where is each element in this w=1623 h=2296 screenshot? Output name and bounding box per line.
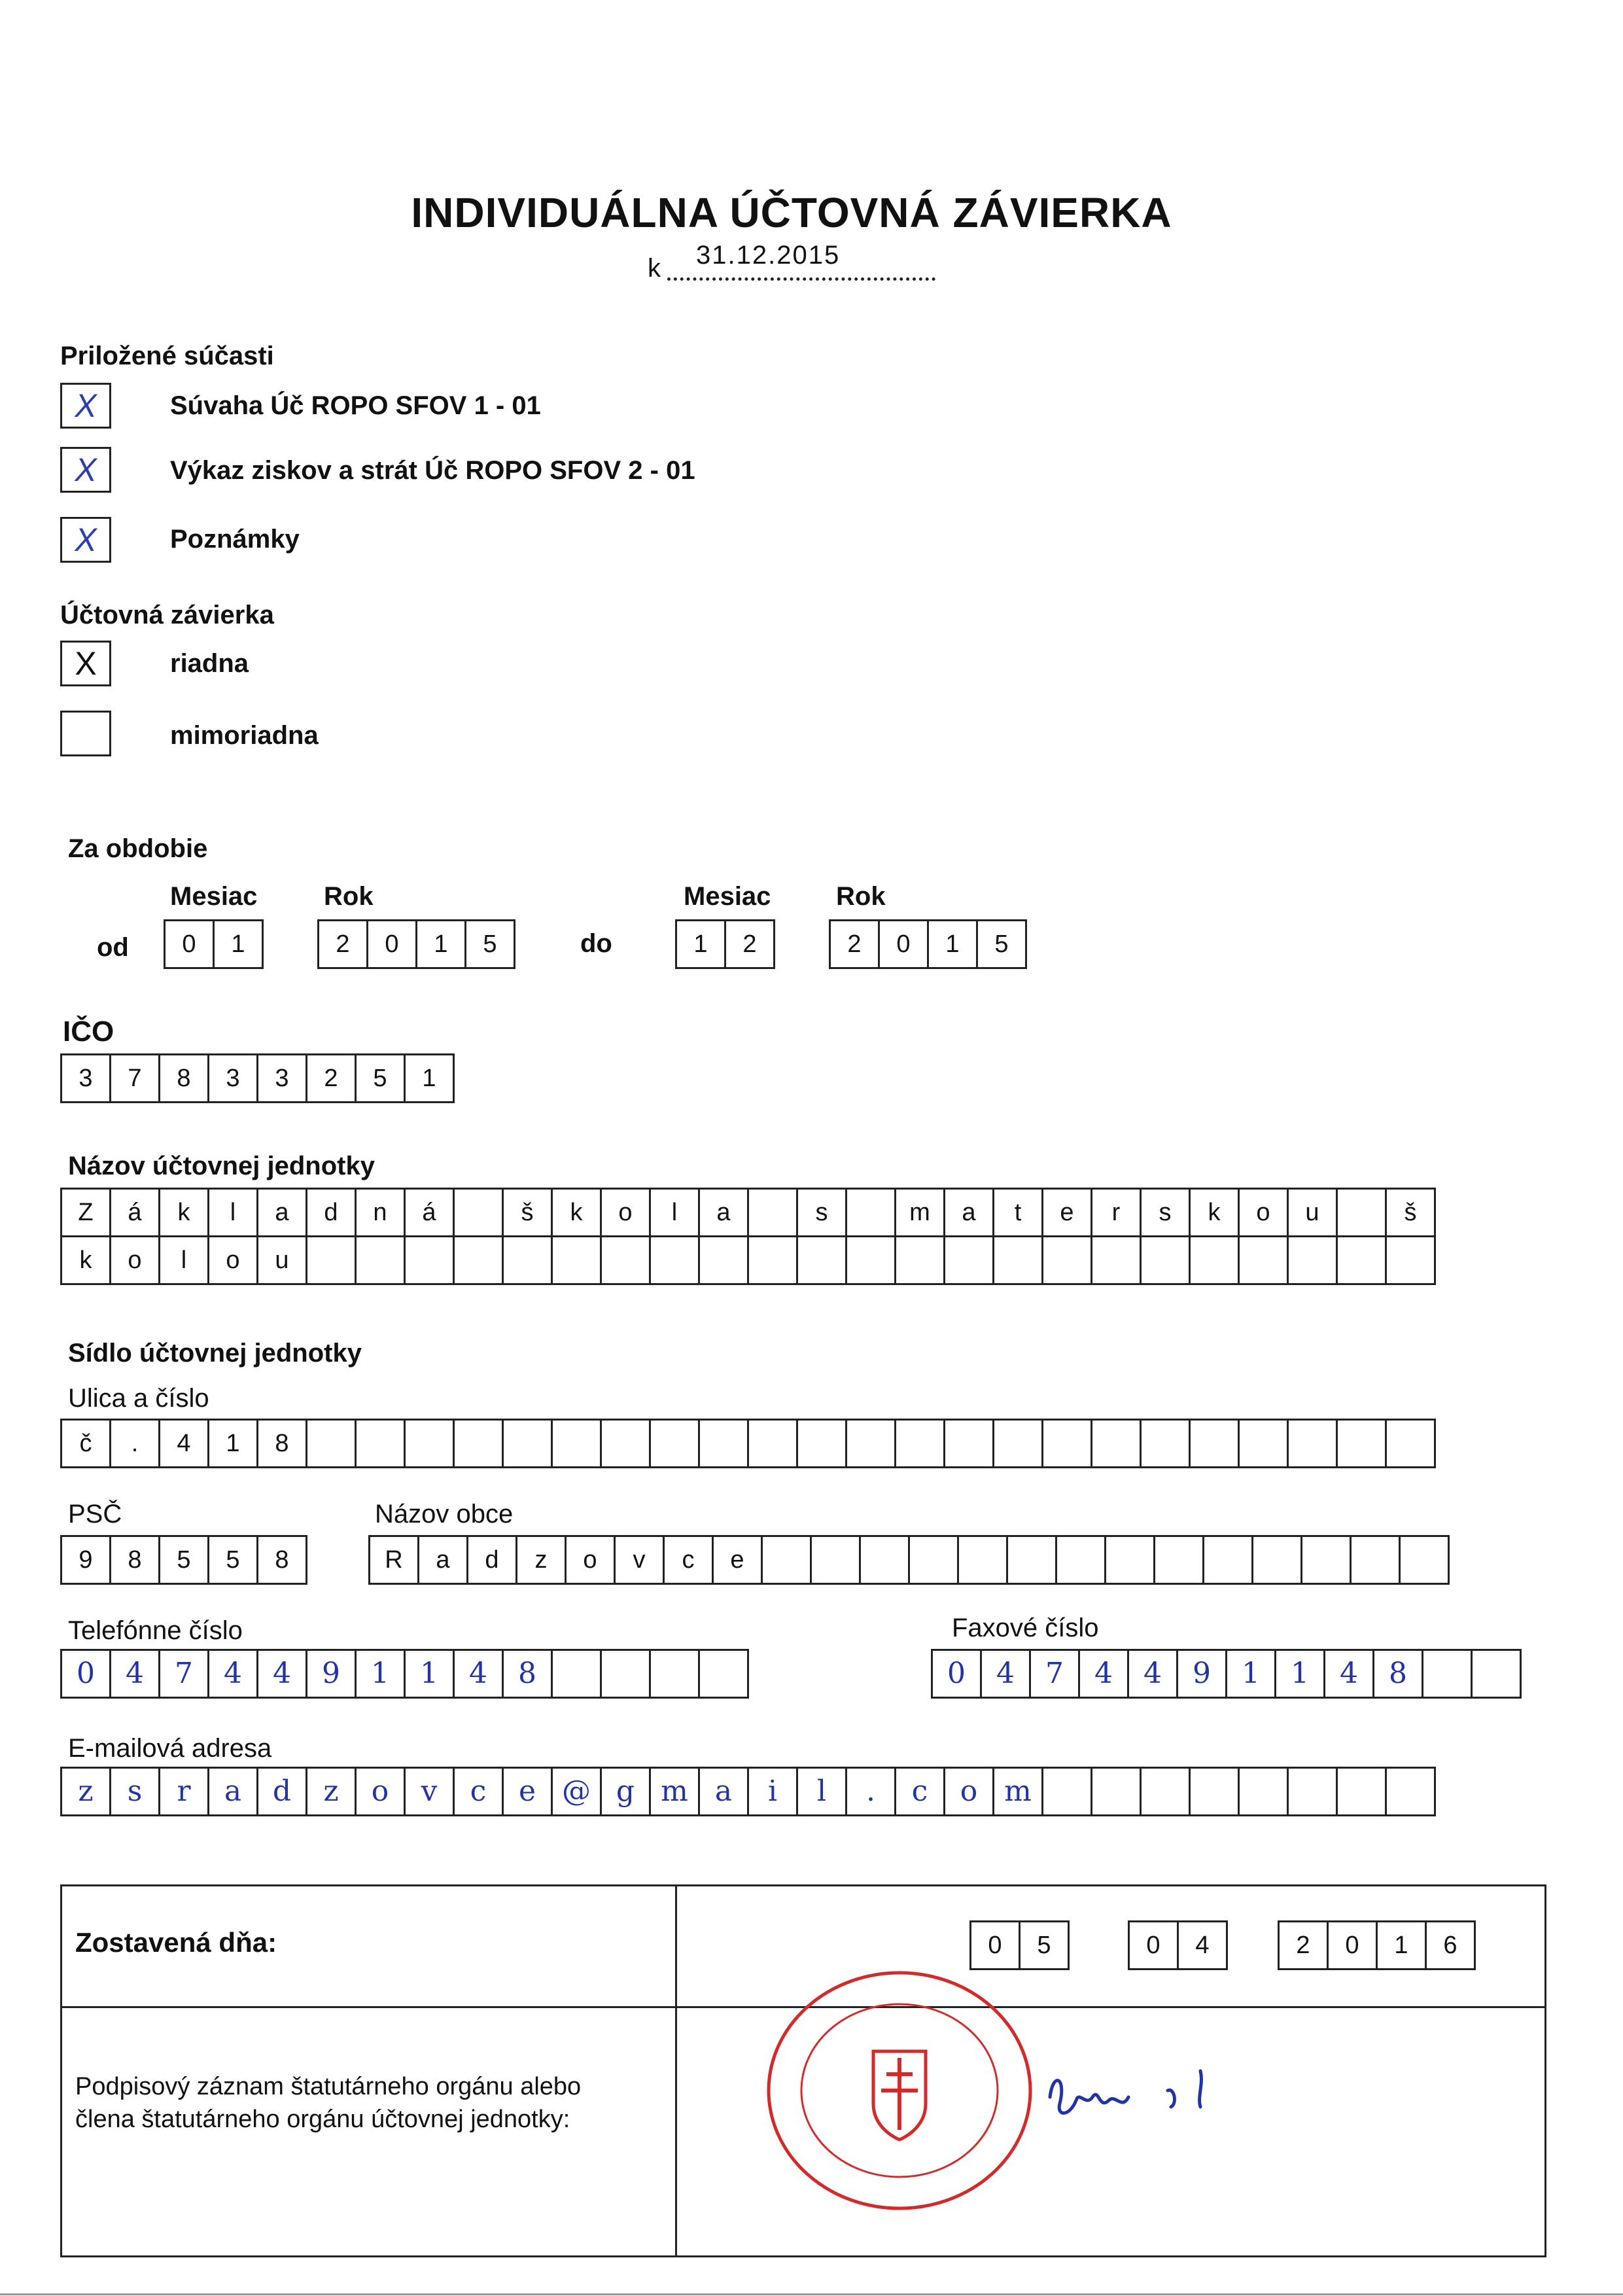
char-cell: 0: [878, 919, 929, 969]
char-cell: m: [992, 1767, 1043, 1816]
char-cell: z: [305, 1767, 357, 1816]
entity-name-label: Názov účtovnej jednotky: [68, 1152, 375, 1180]
char-cell: a: [417, 1535, 468, 1585]
char-cell: [453, 1419, 504, 1468]
from-month-label: Mesiac: [170, 882, 258, 911]
checkbox-mimoriadna[interactable]: [60, 711, 111, 756]
char-cell: 1: [213, 919, 264, 969]
char-cell: 2: [317, 919, 368, 969]
char-cell: 7: [1029, 1649, 1080, 1699]
char-cell: 1: [404, 1649, 455, 1699]
char-cell: [1385, 1767, 1436, 1816]
char-cell: 0: [164, 919, 215, 969]
char-cell: k: [158, 1188, 209, 1237]
char-cell: a: [698, 1188, 749, 1237]
checkbox-vykaz[interactable]: X: [60, 447, 111, 493]
char-cell: r: [1091, 1188, 1142, 1237]
char-cell: o: [109, 1235, 160, 1285]
char-cell: [1153, 1535, 1204, 1585]
char-cell: g: [600, 1767, 651, 1816]
char-cell: .: [845, 1767, 896, 1816]
char-cell: 5: [158, 1535, 209, 1585]
char-cell: 9: [60, 1535, 111, 1585]
char-cell: 0: [366, 919, 417, 969]
char-cell: 1: [207, 1419, 258, 1468]
char-cell: [1189, 1235, 1240, 1285]
char-cell: 7: [158, 1649, 209, 1699]
char-cell: [1350, 1535, 1401, 1585]
statement-type-heading: Účtovná závierka: [60, 601, 274, 629]
char-cell: [1140, 1419, 1191, 1468]
from-label: od: [97, 933, 129, 962]
char-cell: 4: [453, 1649, 504, 1699]
fax-label: Faxové číslo: [952, 1614, 1099, 1642]
char-cell: z: [515, 1535, 567, 1585]
char-cell: o: [355, 1767, 406, 1816]
from-month-field[interactable]: [164, 919, 264, 969]
char-cell: [943, 1235, 994, 1285]
char-cell: 4: [207, 1649, 258, 1699]
city-field[interactable]: [368, 1535, 1450, 1585]
char-cell: [1091, 1419, 1142, 1468]
to-month-label: Mesiac: [684, 882, 771, 911]
char-cell: v: [404, 1767, 455, 1816]
char-cell: 2: [305, 1053, 357, 1103]
date-dotted-line: [667, 277, 935, 281]
char-cell: [1091, 1767, 1142, 1816]
char-cell: [796, 1419, 847, 1468]
char-cell: [1189, 1767, 1240, 1816]
to-month-field[interactable]: [675, 919, 775, 969]
char-cell: 4: [256, 1649, 307, 1699]
char-cell: [698, 1235, 749, 1285]
char-cell: l: [207, 1188, 258, 1237]
attachment-label: Výkaz ziskov a strát Úč ROPO SFOV 2 - 01: [170, 456, 695, 485]
ico-label: IČO: [63, 1016, 114, 1048]
char-cell: k: [60, 1235, 111, 1285]
char-cell: 1: [404, 1053, 455, 1103]
char-cell: c: [453, 1767, 504, 1816]
char-cell: e: [712, 1535, 763, 1585]
statement-type-label: mimoriadna: [170, 721, 319, 750]
ico-field[interactable]: [60, 1053, 455, 1103]
char-cell: v: [614, 1535, 665, 1585]
char-cell: 4: [980, 1649, 1031, 1699]
checkbox-riadna[interactable]: X: [60, 641, 111, 686]
from-year-label: Rok: [324, 882, 374, 911]
char-cell: 8: [109, 1535, 160, 1585]
char-cell: a: [256, 1188, 307, 1237]
signature-label-line2: člena štatutárneho orgánu účtovnej jednotky:: [75, 2106, 570, 2133]
char-cell: 4: [158, 1419, 209, 1468]
char-cell: [1091, 1235, 1142, 1285]
char-cell: [1041, 1419, 1092, 1468]
checkbox-poznamky[interactable]: X: [60, 517, 111, 563]
char-cell: [649, 1649, 700, 1699]
char-cell: [551, 1649, 602, 1699]
compiled-label: Zostavená dňa:: [75, 1927, 277, 1958]
char-cell: 5: [976, 919, 1027, 969]
char-cell: 1: [415, 919, 466, 969]
char-cell: 0: [969, 1920, 1021, 1970]
char-cell: e: [502, 1767, 553, 1816]
char-cell: 4: [1127, 1649, 1178, 1699]
char-cell: 0: [931, 1649, 982, 1699]
char-cell: š: [502, 1188, 553, 1237]
char-cell: s: [109, 1767, 160, 1816]
char-cell: [649, 1235, 700, 1285]
char-cell: [551, 1419, 602, 1468]
char-cell: [502, 1235, 553, 1285]
char-cell: [1055, 1535, 1106, 1585]
char-cell: r: [158, 1767, 209, 1816]
char-cell: 5: [355, 1053, 406, 1103]
char-cell: 1: [1274, 1649, 1325, 1699]
char-cell: R: [368, 1535, 419, 1585]
zip-label: PSČ: [68, 1500, 122, 1528]
char-cell: [1202, 1535, 1253, 1585]
char-cell: č: [60, 1419, 111, 1468]
as-of-date-value: 31.12.2015: [696, 241, 841, 270]
char-cell: [1336, 1235, 1387, 1285]
to-year-field[interactable]: [829, 919, 1027, 969]
phone-label: Telefónne číslo: [68, 1616, 243, 1645]
char-cell: [1041, 1235, 1092, 1285]
char-cell: k: [1189, 1188, 1240, 1237]
char-cell: s: [1140, 1188, 1191, 1237]
to-year-label: Rok: [836, 882, 886, 911]
char-cell: 4: [1078, 1649, 1129, 1699]
char-cell: t: [992, 1188, 1043, 1237]
char-cell: z: [60, 1767, 111, 1816]
char-cell: [1041, 1767, 1092, 1816]
compiled-year-field[interactable]: [1278, 1920, 1476, 1970]
char-cell: m: [894, 1188, 945, 1237]
char-cell: [845, 1419, 896, 1468]
char-cell: 8: [256, 1419, 307, 1468]
char-cell: o: [600, 1188, 651, 1237]
char-cell: u: [1287, 1188, 1338, 1237]
char-cell: [404, 1235, 455, 1285]
char-cell: 8: [158, 1053, 209, 1103]
char-cell: 8: [1372, 1649, 1423, 1699]
char-cell: 1: [927, 919, 978, 969]
char-cell: [1238, 1419, 1289, 1468]
fax-field[interactable]: [931, 1649, 1522, 1699]
char-cell: a: [698, 1767, 749, 1816]
char-cell: [600, 1235, 651, 1285]
char-cell: [1300, 1535, 1352, 1585]
char-cell: [894, 1235, 945, 1285]
city-label: Názov obce: [375, 1500, 514, 1528]
char-cell: o: [1238, 1188, 1289, 1237]
char-cell: [796, 1235, 847, 1285]
statement-type-label: riadna: [170, 649, 249, 678]
char-cell: a: [943, 1188, 994, 1237]
char-cell: m: [649, 1767, 700, 1816]
char-cell: c: [663, 1535, 714, 1585]
char-cell: 0: [60, 1649, 111, 1699]
char-cell: [453, 1188, 504, 1237]
char-cell: o: [207, 1235, 258, 1285]
char-cell: [305, 1419, 357, 1468]
char-cell: [992, 1419, 1043, 1468]
attachment-label: Súvaha Úč ROPO SFOV 1 - 01: [170, 391, 541, 420]
char-cell: [1471, 1649, 1522, 1699]
char-cell: 1: [675, 919, 726, 969]
char-cell: [1287, 1419, 1338, 1468]
char-cell: á: [109, 1188, 160, 1237]
char-cell: [649, 1419, 700, 1468]
char-cell: [305, 1235, 357, 1285]
char-cell: [1385, 1419, 1436, 1468]
official-stamp: [756, 1960, 1043, 2221]
char-cell: l: [649, 1188, 700, 1237]
char-cell: [698, 1419, 749, 1468]
char-cell: š: [1385, 1188, 1436, 1237]
char-cell: [1287, 1767, 1338, 1816]
char-cell: [1189, 1419, 1240, 1468]
char-cell: [698, 1649, 749, 1699]
char-cell: 0: [1128, 1920, 1179, 1970]
char-cell: [1238, 1235, 1289, 1285]
period-heading: Za obdobie: [68, 834, 208, 863]
from-year-field[interactable]: [317, 919, 515, 969]
char-cell: [1422, 1649, 1473, 1699]
char-cell: @: [551, 1767, 602, 1816]
char-cell: [894, 1419, 945, 1468]
char-cell: i: [747, 1767, 798, 1816]
char-cell: 3: [256, 1053, 307, 1103]
char-cell: d: [256, 1767, 307, 1816]
char-cell: d: [305, 1188, 357, 1237]
char-cell: 6: [1425, 1920, 1476, 1970]
char-cell: [1104, 1535, 1155, 1585]
phone-field[interactable]: [60, 1649, 749, 1699]
char-cell: [355, 1235, 406, 1285]
char-cell: o: [943, 1767, 994, 1816]
street-label: Ulica a číslo: [68, 1384, 209, 1413]
signature-label-line1: Podpisový záznam štatutárneho orgánu alebo: [75, 2073, 582, 2100]
char-cell: c: [894, 1767, 945, 1816]
char-cell: [600, 1649, 651, 1699]
char-cell: Z: [60, 1188, 111, 1237]
entity-name-field-row2[interactable]: [60, 1235, 1436, 1285]
char-cell: d: [466, 1535, 517, 1585]
char-cell: 8: [256, 1535, 307, 1585]
table-divider-vertical: [675, 1886, 677, 2255]
char-cell: [1006, 1535, 1057, 1585]
char-cell: [810, 1535, 861, 1585]
zip-field[interactable]: [60, 1535, 307, 1585]
char-cell: 5: [464, 919, 515, 969]
char-cell: 2: [1278, 1920, 1329, 1970]
char-cell: [747, 1188, 798, 1237]
char-cell: [1140, 1235, 1191, 1285]
char-cell: k: [551, 1188, 602, 1237]
char-cell: 0: [1327, 1920, 1378, 1970]
email-label: E-mailová adresa: [68, 1734, 272, 1763]
char-cell: [404, 1419, 455, 1468]
char-cell: [502, 1419, 553, 1468]
char-cell: [992, 1235, 1043, 1285]
char-cell: .: [109, 1419, 160, 1468]
char-cell: a: [207, 1767, 258, 1816]
char-cell: 8: [502, 1649, 553, 1699]
char-cell: 4: [1177, 1920, 1228, 1970]
char-cell: [551, 1235, 602, 1285]
char-cell: [600, 1419, 651, 1468]
char-cell: [747, 1419, 798, 1468]
char-cell: 4: [1323, 1649, 1374, 1699]
to-label: do: [580, 929, 612, 958]
char-cell: [1336, 1419, 1387, 1468]
char-cell: 3: [207, 1053, 258, 1103]
as-of-prefix: k: [648, 254, 661, 283]
attachment-label: Poznámky: [170, 525, 300, 554]
page-title: INDIVIDUÁLNA ÚČTOVNÁ ZÁVIERKA: [411, 189, 1172, 236]
char-cell: 2: [724, 919, 775, 969]
attachments-heading: Priložené súčasti: [60, 342, 274, 370]
char-cell: 5: [1019, 1920, 1070, 1970]
char-cell: [747, 1235, 798, 1285]
char-cell: 5: [207, 1535, 258, 1585]
char-cell: u: [256, 1235, 307, 1285]
char-cell: á: [404, 1188, 455, 1237]
char-cell: [908, 1535, 959, 1585]
char-cell: 7: [109, 1053, 160, 1103]
entity-name-field-row1[interactable]: [60, 1188, 1436, 1237]
char-cell: l: [796, 1767, 847, 1816]
street-field[interactable]: [60, 1419, 1436, 1468]
char-cell: [1140, 1767, 1191, 1816]
char-cell: [859, 1535, 910, 1585]
address-heading: Sídlo účtovnej jednotky: [68, 1339, 362, 1368]
char-cell: 3: [60, 1053, 111, 1103]
char-cell: [761, 1535, 812, 1585]
char-cell: s: [796, 1188, 847, 1237]
char-cell: [845, 1235, 896, 1285]
char-cell: 9: [305, 1649, 357, 1699]
checkbox-suvaha[interactable]: X: [60, 383, 111, 429]
char-cell: 1: [355, 1649, 406, 1699]
as-of-date: [648, 241, 935, 287]
char-cell: n: [355, 1188, 406, 1237]
char-cell: [1336, 1767, 1387, 1816]
char-cell: [1399, 1535, 1450, 1585]
char-cell: [1385, 1235, 1436, 1285]
email-field[interactable]: [60, 1767, 1436, 1816]
handwritten-signature: [1037, 2051, 1233, 2136]
char-cell: [845, 1188, 896, 1237]
char-cell: [453, 1235, 504, 1285]
char-cell: o: [565, 1535, 616, 1585]
char-cell: [1287, 1235, 1338, 1285]
char-cell: [943, 1419, 994, 1468]
char-cell: e: [1041, 1188, 1092, 1237]
char-cell: 9: [1176, 1649, 1227, 1699]
char-cell: [355, 1419, 406, 1468]
char-cell: 1: [1376, 1920, 1427, 1970]
compiled-month-field[interactable]: [1128, 1920, 1228, 1970]
char-cell: [1238, 1767, 1289, 1816]
char-cell: 1: [1225, 1649, 1276, 1699]
char-cell: 2: [829, 919, 880, 969]
char-cell: [1251, 1535, 1302, 1585]
page-footer-line: [0, 2293, 1623, 2295]
char-cell: 4: [109, 1649, 160, 1699]
char-cell: [1336, 1188, 1387, 1237]
char-cell: l: [158, 1235, 209, 1285]
char-cell: [957, 1535, 1008, 1585]
